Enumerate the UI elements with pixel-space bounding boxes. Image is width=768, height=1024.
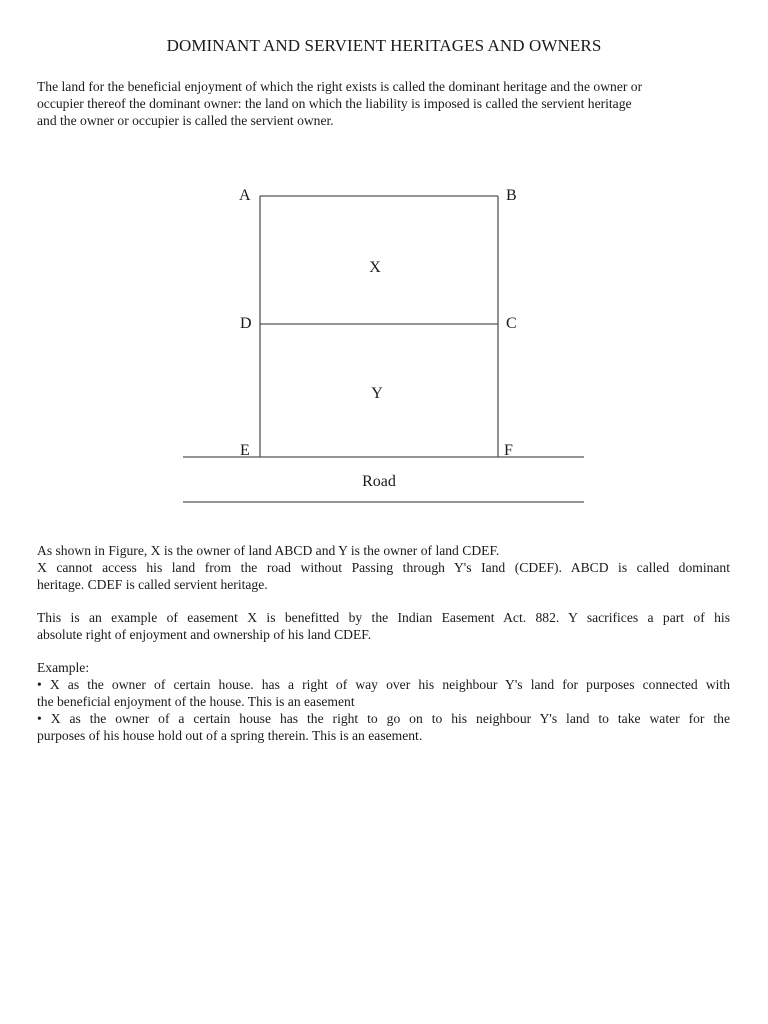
figure-line: As shown in Figure, X is the owner of land ABCD and Y is the owner of land CDEF. [37,543,500,558]
intro-line: occupier thereof the dominant owner: the land on which the liability is imposed is called the servient heritage [37,96,632,111]
figure-line: heritage. CDEF is called servient heritage. [37,577,268,592]
example-bullet-line: • X as the owner of certain house. has a right of way over his neighbour Y's land for purposes connected with [37,677,730,692]
example-bullet-item [37,676,730,710]
easement-line: This is an example of easement X is benefitted by the Indian Easement Act. 882. Y sacrifices a part of his [37,610,730,625]
road-label: Road [362,473,396,490]
example-bullet-line: • X as the owner of a certain house has the right to go on to his neighbour Y's land to take water for the [37,711,730,726]
corner-label-e: E [240,442,250,459]
intro-line: and the owner or occupier is called the servient owner. [37,113,334,128]
document-title: DOMINANT AND SERVIENT HERITAGES AND OWNERS [166,36,602,55]
example-section [37,659,730,744]
example-bullet-item [37,710,730,744]
intro-line: The land for the beneficial enjoyment of which the right exists is called the dominant heritage and the owner or [37,79,643,94]
intro-paragraph [37,78,730,129]
figure-line: X cannot access his land from the road without Passing through Y's Iand (CDEF). ABCD is called dominant [37,560,730,575]
parcel-label-y: Y [371,385,383,402]
figure-description-paragraph [37,542,730,593]
corner-label-d: D [240,315,252,332]
example-bullet-line: the beneficial enjoyment of the house. This is an easement [37,694,355,709]
corner-label-b: B [506,187,517,204]
corner-label-c: C [506,315,517,332]
easement-line: absolute right of enjoyment and ownership of his land CDEF. [37,627,372,642]
example-bullet-line: purposes of his house hold out of a spring therein. This is an easement. [37,728,423,743]
corner-label-a: A [239,187,251,204]
corner-label-f: F [504,442,513,459]
easement-paragraph [37,609,730,643]
example-heading: Example: [37,660,90,675]
parcel-label-x: X [369,259,381,276]
